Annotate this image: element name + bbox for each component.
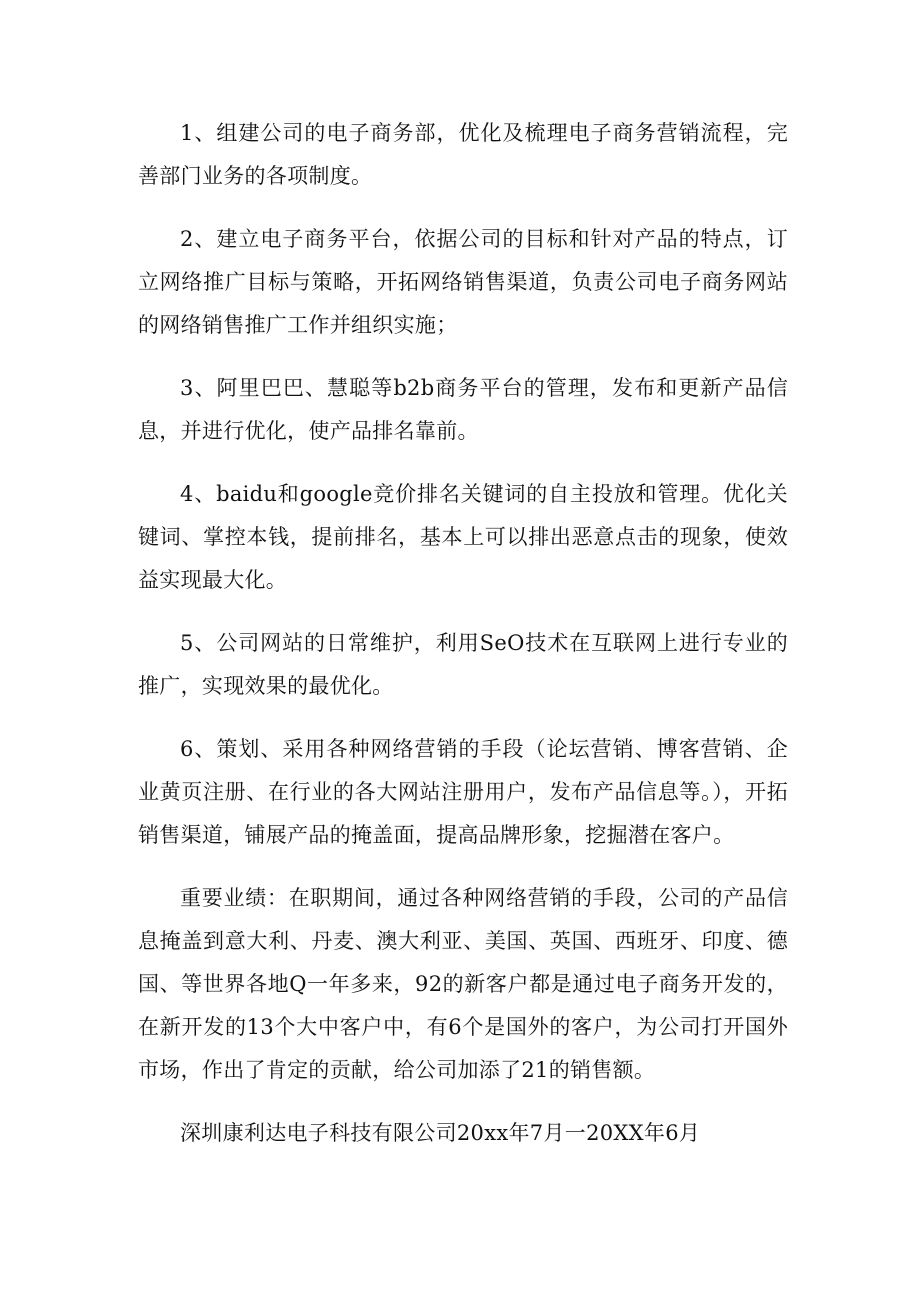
duty-item-1: 1、组建公司的电子商务部，优化及梳理电子商务营销流程，完善部门业务的各项制度。: [138, 121, 788, 188]
duty-item-3: 3、阿里巴巴、慧聪等b2b商务平台的管理，发布和更新产品信息，并进行优化，使产品排名靠前。: [138, 376, 788, 443]
duty-item-5: 5、公司网站的日常维护，利用SeO技术在互联网上进行专业的推广，实现效果的最优化。: [138, 631, 788, 698]
duty-item-4: 4、baidu和google竞价排名关键词的自主投放和管理。优化关键词、掌控本钱，提前排名，基本上可以排出恶意点击的现象，使效益实现最大化。: [138, 482, 788, 592]
achievements-paragraph: 重要业绩：在职期间，通过各种网络营销的手段，公司的产品信息掩盖到意大利、丹麦、澳大利亚、美国、英国、西班牙、印度、德国、等世界各地Q一年多来，92的新客户都是通过电子商务开发的，在新开发的13个大中客户中，有6个是国外的客户，为公司打开国外市场，作出了肯定的贡献，给公司加添了21的销售额。: [138, 886, 788, 1082]
duty-item-2: 2、建立电子商务平台，依据公司的目标和针对产品的特点，订立网络推广目标与策略，开拓网络销售渠道，负责公司电子商务网站的网络销售推广工作并组织实施；: [138, 227, 788, 337]
duty-item-6: 6、策划、采用各种网络营销的手段（论坛营销、博客营销、企业黄页注册、在行业的各大网站注册用户，发布产品信息等。），开拓销售渠道，铺展产品的掩盖面，提高品牌形象，挖掘潜在客户。: [138, 737, 788, 847]
document-body: [138, 112, 788, 1175]
employment-period-line: 深圳康利达电子科技有限公司20xx年7月一20XX年6月: [180, 1121, 701, 1145]
